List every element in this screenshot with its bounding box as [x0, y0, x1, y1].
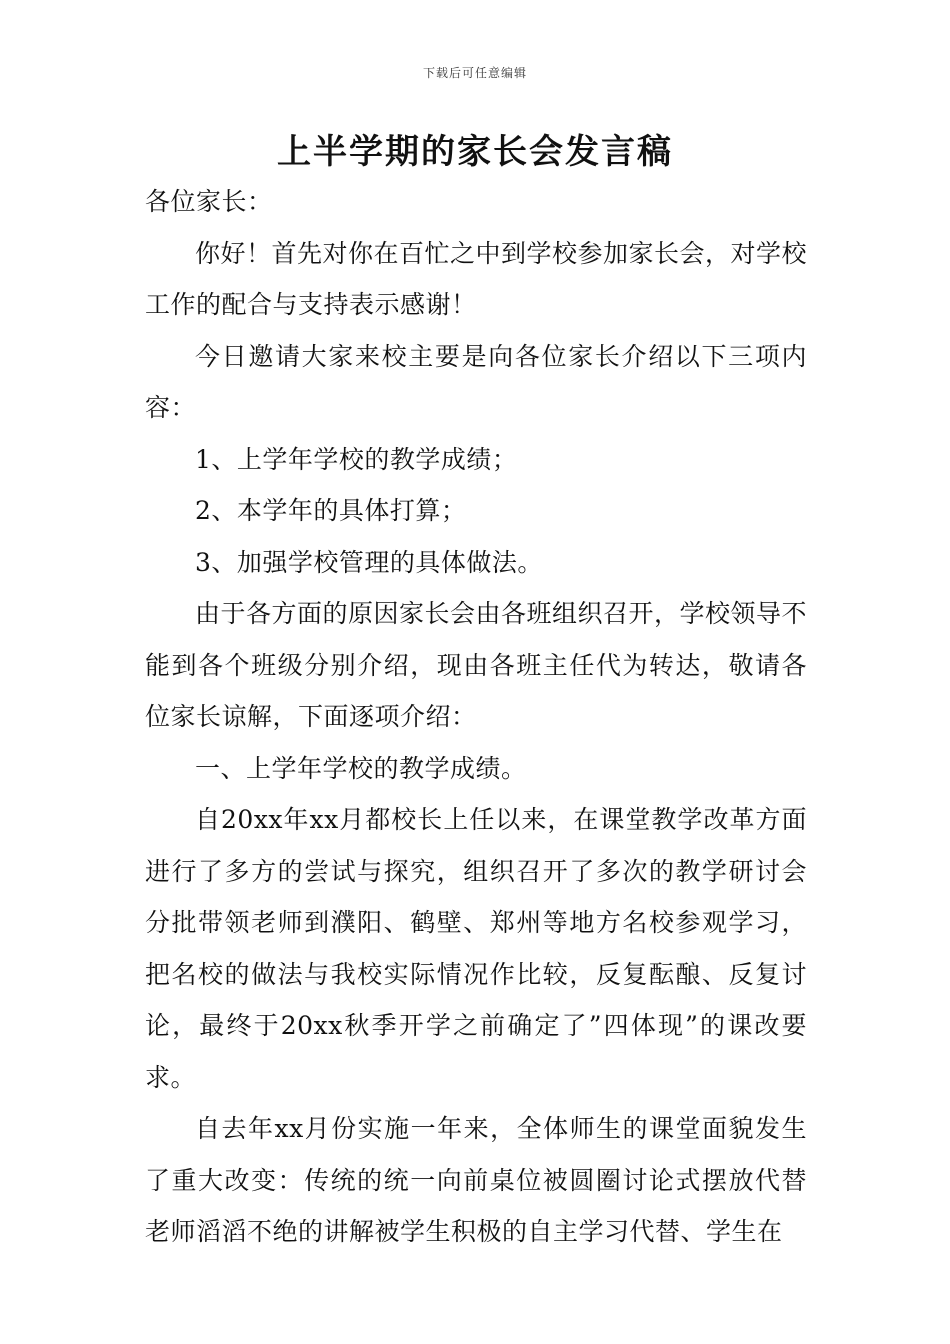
- list-item-3: 3、加强学校管理的具体做法。: [195, 547, 543, 577]
- paragraph-reform: 自20xx年xx月都校长上任以来，在课堂教学改革方面进行了多方的尝试与探究，组织召开了多次的教学研讨会分批带领老师到濮阳、鹤壁、郑州等地方名校参观学习，把名校的做法与我校实际情况作比较，反复酝酿、反复讨论，最终于20xx秋季开学之前确定了”四体现”的课改要求。: [145, 805, 807, 1092]
- paragraph-intro: 今日邀请大家来校主要是向各位家长介绍以下三项内容：: [145, 341, 807, 422]
- paragraph-explanation: 由于各方面的原因家长会由各班组织召开，学校领导不能到各个班级分别介绍，现由各班主任代为转达，敬请各位家长谅解，下面逐项介绍：: [145, 599, 808, 731]
- paragraph-changes: 自去年xx月份实施一年来，全体师生的课堂面貌发生了重大改变：传统的统一向前桌位被圆圈讨论式摆放代替老师滔滔不绝的讲解被学生积极的自主学习代替、学生在: [145, 1114, 807, 1246]
- page-title: 上半学期的家长会发言稿: [277, 132, 673, 172]
- list-item-1: 1、上学年学校的教学成绩；: [195, 444, 518, 474]
- paragraph-greeting: 你好！首先对你在百忙之中到学校参加家长会，对学校工作的配合与支持表示感谢！: [145, 238, 808, 319]
- document-body: [145, 176, 807, 1258]
- salutation: 各位家长：: [145, 187, 273, 216]
- header-note: 下载后可任意编辑: [422, 66, 527, 80]
- section-heading-1: 一、上学年学校的教学成绩。: [195, 753, 527, 783]
- list-item-2: 2、本学年的具体打算；: [195, 496, 467, 525]
